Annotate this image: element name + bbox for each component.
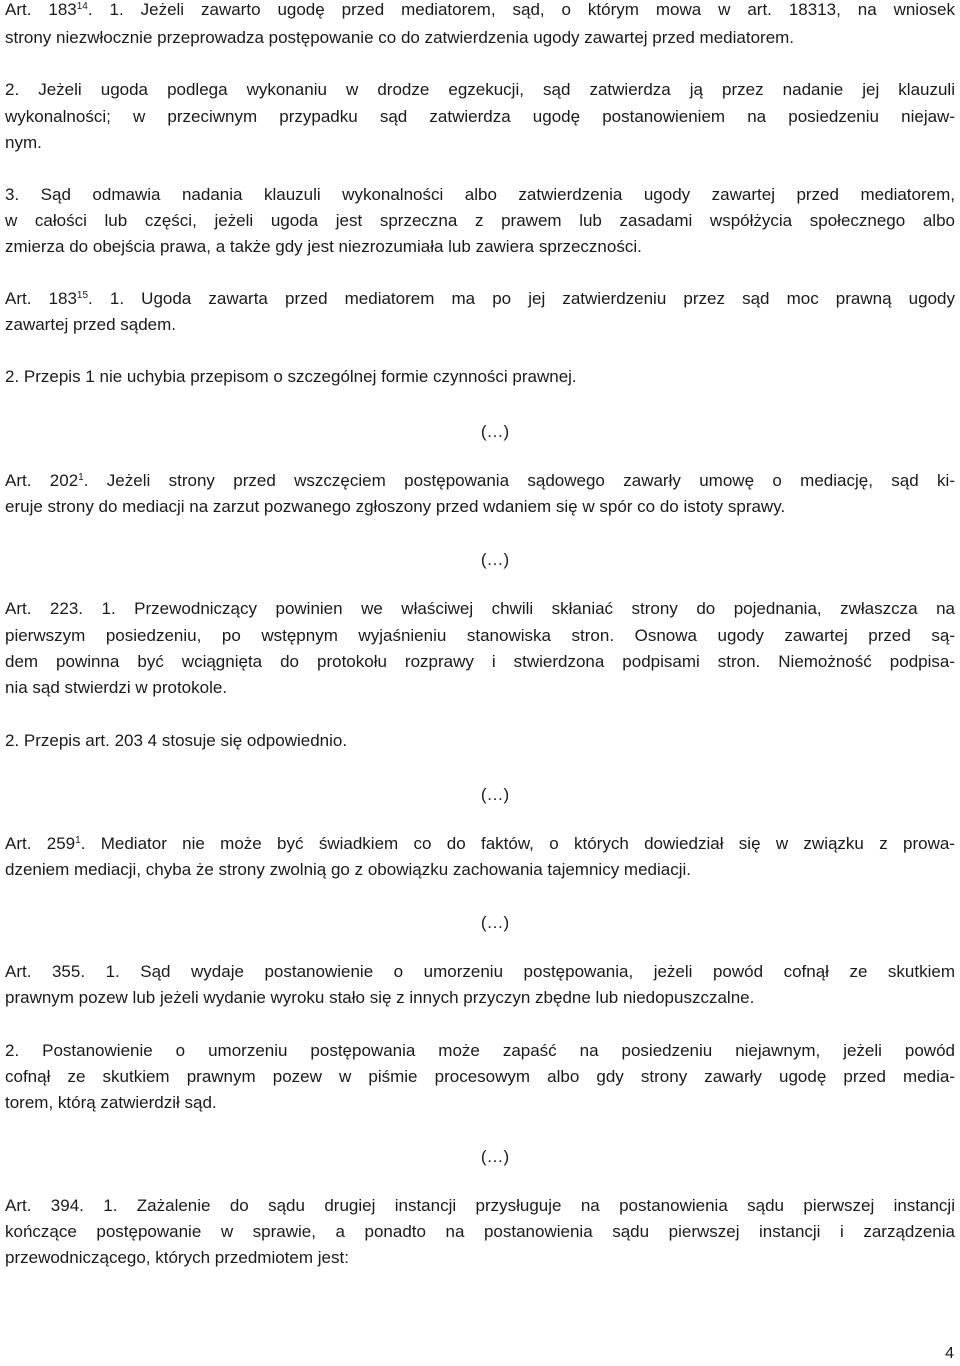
text-line: zmierza do obejścia prawa, a także gdy jest niezrozumiała lub zawiera sprzeczności. <box>5 237 642 256</box>
text-line: dem powinna być wciągnięta do protokołu rozprawy i stwierdzona podpisami stron. Niemożność podpisa- <box>5 652 955 671</box>
art-259-1: Art. $259^1$. Mediator nie może być świadkiem co do faktów, o których dowiedział się w związku z prowa- <box>5 834 955 853</box>
ellipsis-separator: (…) <box>480 1147 510 1166</box>
ellipsis-separator: (…) <box>480 785 510 804</box>
text-line: kończące postępowanie w sprawie, a ponadto na postanowienia sądu pierwszej instancji i zarządzenia <box>5 1222 955 1241</box>
art-183-14-par-1: Art. $183^{14}$. 1. Jeżeli zawarto ugodę przed mediatorem, sąd, o którym mowa w art. 18313, na wniosek <box>5 0 955 19</box>
page-number: 4 <box>945 1345 954 1362</box>
text-line: zawartej przed sądem. <box>5 315 177 334</box>
text-line: wykonalności; w przeciwnym przypadku sąd zatwierdza ugodę postanowieniem na posiedzeniu niejaw- <box>5 107 955 126</box>
art-223-par-1: Art. 223. 1. Przewodniczący powinien we właściwej chwili skłaniać strony do pojednania, zwłaszcza na <box>5 599 955 618</box>
text-line: w całości lub części, jeżeli ugoda jest sprzeczna z prawem lub zasadami współżycia społecznego albo <box>5 211 955 230</box>
text-line: przewodniczącego, których przedmiotem jest: <box>5 1248 349 1267</box>
text-line: nia sąd stwierdzi w protokole. <box>5 678 228 697</box>
art-183-14-par-3: 3. Sąd odmawia nadania klauzuli wykonalności albo zatwierdzenia ugody zawartej przed mediatorem, <box>5 185 955 204</box>
text-line: prawnym pozew lub jeżeli wydanie wyroku stało się z innych przyczyn zbędne lub niedopuszczalne. <box>5 988 755 1007</box>
art-183-14-par-2: 2. Jeżeli ugoda podlega wykonaniu w drodze egzekucji, sąd zatwierdza ją przez nadanie jej klauzuli <box>5 80 955 99</box>
text-line: eruje strony do mediacji na zarzut pozwanego zgłoszony przed wdaniem się w spór co do istoty sprawy. <box>5 497 786 516</box>
art-183-15-par-1: Art. $183^{15}$. 1. Ugoda zawarta przed mediatorem ma po jej zatwierdzeniu przez sąd moc prawną ugody <box>5 289 955 308</box>
text-line: pierwszym posiedzeniu, po wstępnym wyjaśnieniu stanowiska stron. Osnowa ugody zawartej przed są- <box>5 626 955 645</box>
art-355-par-2: 2. Postanowienie o umorzeniu postępowania może zapaść na posiedzeniu niejawnym, jeżeli powód <box>5 1041 955 1060</box>
text-line: dzeniem mediacji, chyba że strony zwolnią go z obowiązku zachowania tajemnicy mediacji. <box>5 860 691 879</box>
ellipsis-separator: (…) <box>480 550 510 569</box>
text-line: cofnął ze skutkiem prawnym pozew w piśmie procesowym albo gdy strony zawarły ugodę przed media- <box>5 1067 955 1086</box>
text-line: strony niezwłocznie przeprowadza postępowanie co do zatwierdzenia ugody zawartej przed mediatorem. <box>5 28 795 47</box>
art-394-par-1: Art. 394. 1. Zażalenie do sądu drugiej instancji przysługuje na postanowienia sądu pierwszej instancji <box>5 1196 955 1215</box>
text-line: nym. <box>5 133 42 152</box>
ellipsis-separator: (…) <box>480 422 510 441</box>
ellipsis-separator: (…) <box>480 913 510 932</box>
art-223-par-2: 2. Przepis art. 203 4 stosuje się odpowiednio. <box>5 731 348 750</box>
art-202-1: Art. $202^1$. Jeżeli strony przed wszczęciem postępowania sądowego zawarły umowę o mediację, sąd ki- <box>5 471 955 490</box>
text-line: torem, którą zatwierdził sąd. <box>5 1093 217 1112</box>
art-355-par-1: Art. 355. 1. Sąd wydaje postanowienie o umorzeniu postępowania, jeżeli powód cofnął ze skutkiem <box>5 962 955 981</box>
art-183-15-par-2: 2. Przepis 1 nie uchybia przepisom o szczególnej formie czynności prawnej. <box>5 367 577 386</box>
